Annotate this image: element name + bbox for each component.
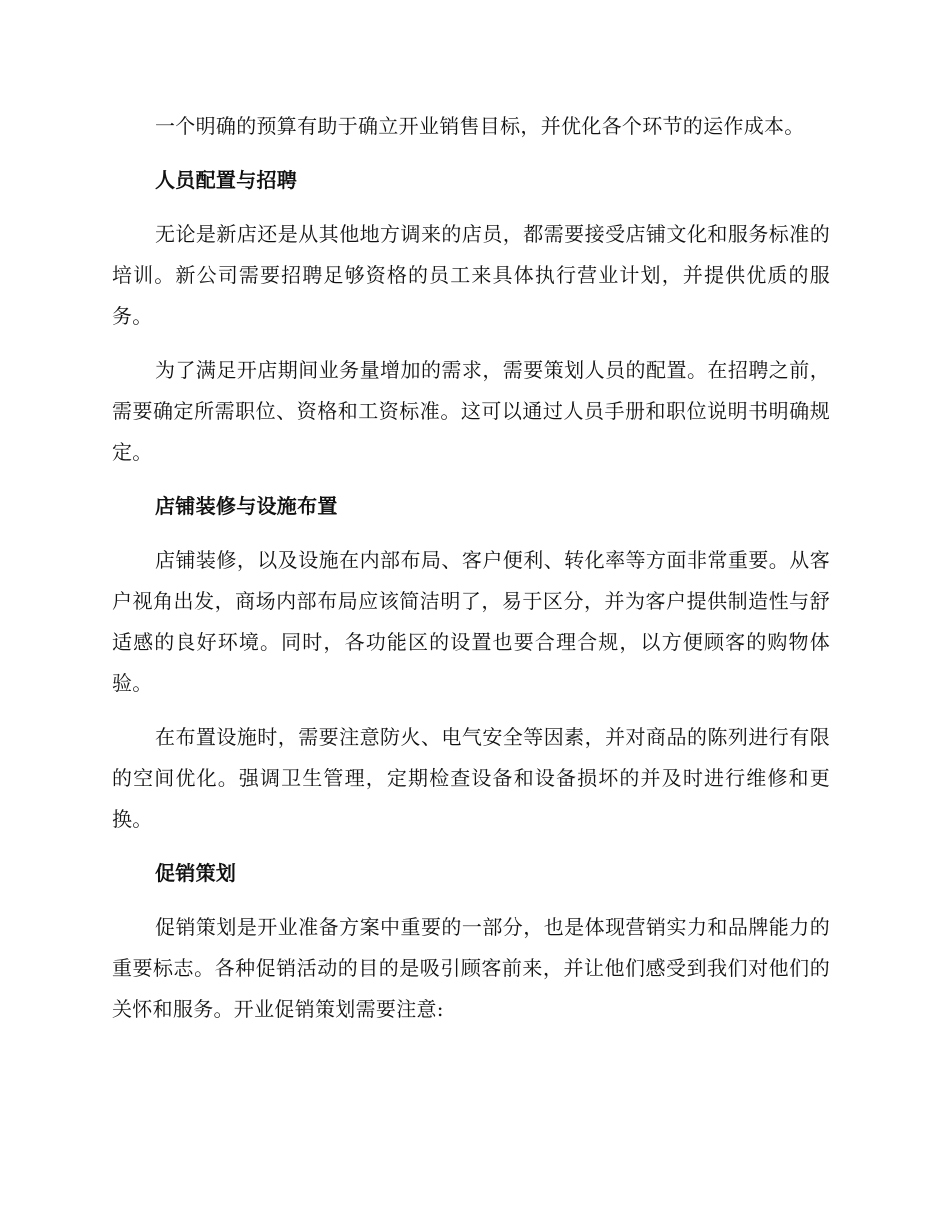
- heading-promotion: 促销策划: [155, 861, 237, 885]
- paragraph-budget: 一个明确的预算有助于确立开业销售目标，并优化各个环节的运作成本。: [155, 114, 805, 138]
- paragraph-store-layout: 店铺装修，以及设施在内部布局、客户便利、转化率等方面非常重要。从客户视角出发，商场内部布局应该简洁明了，易于区分，并为客户提供制造性与舒适感的良好环境。同时，各功能区的设置也要合理合规，以方便顾客的购物体验。: [112, 548, 830, 695]
- paragraph-staff-training: 无论是新店还是从其他地方调来的店员，都需要接受店铺文化和服务标准的培训。新公司需要招聘足够资格的员工来具体执行营业计划，并提供优质的服务。: [112, 222, 830, 328]
- heading-decoration: 店铺装修与设施布置: [155, 494, 338, 518]
- paragraph-facility-safety: 在布置设施时，需要注意防火、电气安全等因素，并对商品的陈列进行有限的空间优化。强调卫生管理，定期检查设备和设备损坏的并及时进行维修和更换。: [112, 725, 830, 831]
- paragraph-promotion-planning: 促销策划是开业准备方案中重要的一部分，也是体现营销实力和品牌能力的重要标志。各种促销活动的目的是吸引顾客前来，并让他们感受到我们对他们的关怀和服务。开业促销策划需要注意:: [112, 915, 830, 1021]
- heading-staffing: 人员配置与招聘: [155, 168, 298, 192]
- paragraph-staff-allocation: 为了满足开店期间业务量增加的需求，需要策划人员的配置。在招聘之前，需要确定所需职位、资格和工资标准。这可以通过人员手册和职位说明书明确规定。: [112, 358, 830, 464]
- document-page: [112, 106, 830, 1030]
